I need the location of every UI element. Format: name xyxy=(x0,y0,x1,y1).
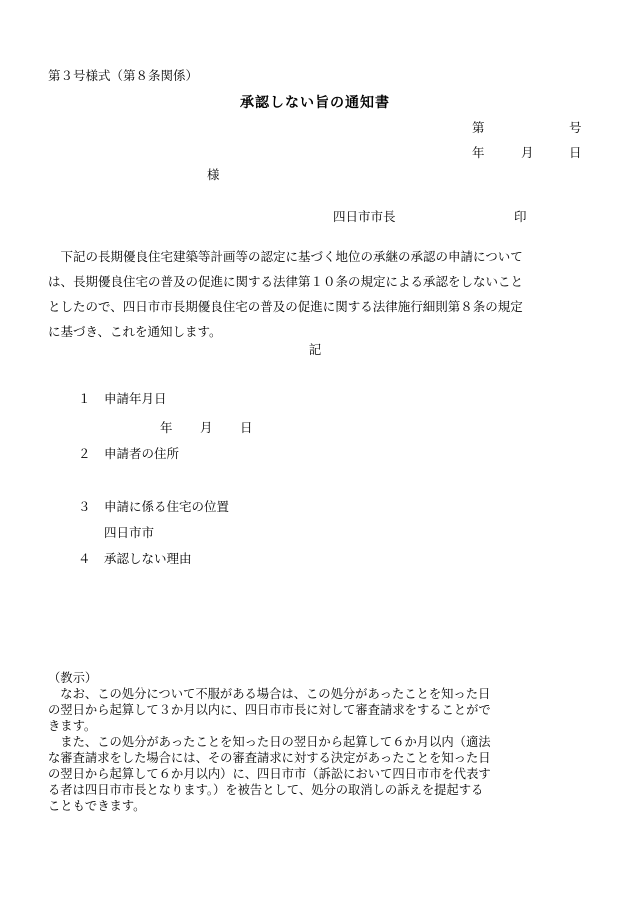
item-label: 申請年月日 xyxy=(104,391,167,406)
seal-mark: 印 xyxy=(514,209,527,224)
item-number: ２ xyxy=(78,446,91,461)
form-number: 第３号様式（第８条関係） xyxy=(48,68,199,83)
application-year-label: 年 xyxy=(160,420,173,435)
body-line: は、長期優良住宅の普及の促進に関する法律第１０条の規定による承認をしないこと xyxy=(48,274,524,289)
body-paragraph xyxy=(48,244,588,344)
body-line: としたので、四日市市長期優良住宅の普及の促進に関する法律施行細則第８条の規定 xyxy=(48,299,523,314)
item-rejection-reason xyxy=(78,549,192,567)
item-application-date xyxy=(78,389,167,407)
notice-line: な審査請求をした場合には、その審査請求に対する決定があったことを知った日 xyxy=(48,751,491,765)
item-label: 申請に係る住宅の位置 xyxy=(104,499,230,514)
issuer-name: 四日市市長 xyxy=(333,209,396,224)
addressee-suffix: 様 xyxy=(207,167,220,182)
notice-line: また、この処分があったことを知った日の翌日から起算して６か月以内（適法 xyxy=(48,735,491,749)
notice-line: の翌日から起算して３か月以内に、四日市市長に対して審査請求をすることがで xyxy=(48,703,491,717)
item-label: 承認しない理由 xyxy=(104,551,192,566)
notice-line: なお、この処分について不服がある場合は、この処分があったことを知った日 xyxy=(48,687,491,701)
notice-line: の翌日から起算して６か月以内）に、四日市市（訴訟において四日市市を代表す xyxy=(48,767,491,781)
location-value: 四日市市 xyxy=(104,525,155,540)
notice-line: こともできます。 xyxy=(48,799,146,813)
number-label-dai: 第 xyxy=(472,120,485,135)
notice-heading: （教示） xyxy=(48,671,98,685)
item-number: ４ xyxy=(78,551,91,566)
notice-line: きます。 xyxy=(48,719,97,733)
date-day-label: 日 xyxy=(569,145,582,160)
item-applicant-address xyxy=(78,444,179,462)
item-number: ３ xyxy=(78,499,91,514)
application-day-label: 日 xyxy=(240,420,253,435)
date-month-label: 月 xyxy=(521,145,534,160)
body-line: 下記の長期優良住宅建築等計画等の認定に基づく地位の承継の承認の申請について xyxy=(48,249,523,264)
item-number: １ xyxy=(78,391,91,406)
item-label: 申請者の住所 xyxy=(104,446,180,461)
instruction-notice xyxy=(48,670,588,814)
item-house-location xyxy=(78,497,229,515)
document-title: 承認しない旨の通知書 xyxy=(240,95,390,111)
application-month-label: 月 xyxy=(200,420,213,435)
ki-heading: 記 xyxy=(308,342,322,357)
notice-line: る者は四日市市長となります。）を被告として、処分の取消しの訴えを提起する xyxy=(48,783,484,797)
body-line: に基づき、これを通知します。 xyxy=(48,324,222,339)
date-year-label: 年 xyxy=(472,145,485,160)
number-label-go: 号 xyxy=(569,120,582,135)
